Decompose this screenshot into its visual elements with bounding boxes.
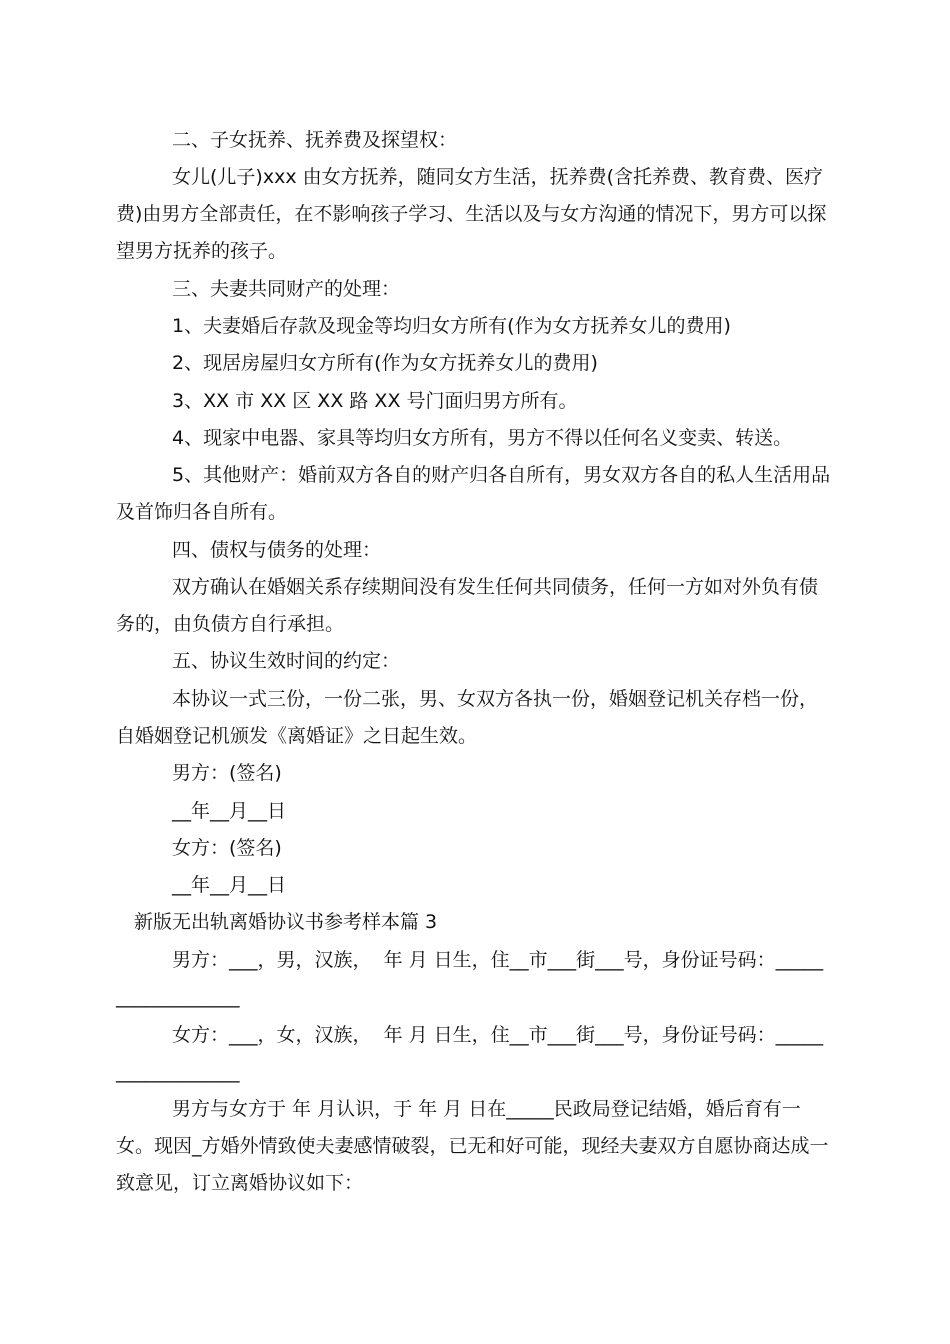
list-item: 5、其他财产：婚前双方各自的财产归各自所有，男女双方各自的私人生活用品 xyxy=(172,464,831,486)
paragraph-line: 望男方抚养的孩子。 xyxy=(116,240,288,262)
section-heading-4: 四、债权与债务的处理： xyxy=(172,539,382,561)
paragraph-line: 男方与女方于 年 月认识，于 年 月 日在_____民政局登记结婚，婚后育有一 xyxy=(172,1098,801,1120)
paragraph-line: 女。现因_方婚外情致使夫妻感情破裂，已无和好可能，现经夫妻双方自愿协商达成一 xyxy=(116,1135,829,1157)
list-item: 3、XX 市 XX 区 XX 路 XX 号门面归男方所有。 xyxy=(172,390,578,412)
paragraph-line: 务的，由负债方自行承担。 xyxy=(116,613,345,635)
section-heading-5: 五、协议生效时间的约定： xyxy=(172,650,401,672)
date-line: __年__月__日 xyxy=(172,800,287,822)
section-heading-2: 二、子女抚养、抚养费及探望权： xyxy=(172,129,458,151)
blank-line: _____________ xyxy=(116,1061,240,1083)
list-item: 2、现居房屋归女方所有(作为女方抚养女儿的费用) xyxy=(172,352,598,374)
paragraph-line: 自婚姻登记机颁发《离婚证》之日起生效。 xyxy=(116,725,478,747)
date-line: __年__月__日 xyxy=(172,874,287,896)
paragraph-line: 本协议一式三份，一份二张，男、女双方各执一份，婚姻登记机关存档一份， xyxy=(172,688,819,710)
list-item: 1、夫妻婚后存款及现金等均归女方所有(作为女方抚养女儿的费用) xyxy=(172,315,731,337)
paragraph-line: 女儿(儿子)xxx 由女方抚养，随同女方生活，抚养费(含托养费、教育费、医疗 xyxy=(172,166,824,188)
female-party-info: 女方：___，女，汉族， 年 月 日生，住__市___街___号，身份证号码：_____ xyxy=(172,1024,824,1046)
section-heading-3: 三、夫妻共同财产的处理： xyxy=(172,278,401,300)
signature-line-male: 男方：(签名) xyxy=(172,762,282,784)
list-item: 4、现家中电器、家具等均归女方所有，男方不得以任何名义变卖、转送。 xyxy=(172,427,793,449)
section-title: 新版无出轨离婚协议书参考样本篇 3 xyxy=(134,911,438,933)
paragraph-line: 及首饰归各自所有。 xyxy=(116,501,288,523)
male-party-info: 男方：___，男，汉族， 年 月 日生，住__市___街___号，身份证号码：_____ xyxy=(172,949,824,971)
paragraph-line: 双方确认在婚姻关系存续期间没有发生任何共同债务，任何一方如对外负有债 xyxy=(172,576,819,598)
paragraph-line: 费)由男方全部责任，在不影响孩子学习、生活以及与女方沟通的情况下，男方可以探 xyxy=(116,203,827,225)
blank-line: _____________ xyxy=(116,986,240,1008)
signature-line-female: 女方：(签名) xyxy=(172,837,282,859)
paragraph-line: 致意见，订立离婚协议如下： xyxy=(116,1172,364,1194)
